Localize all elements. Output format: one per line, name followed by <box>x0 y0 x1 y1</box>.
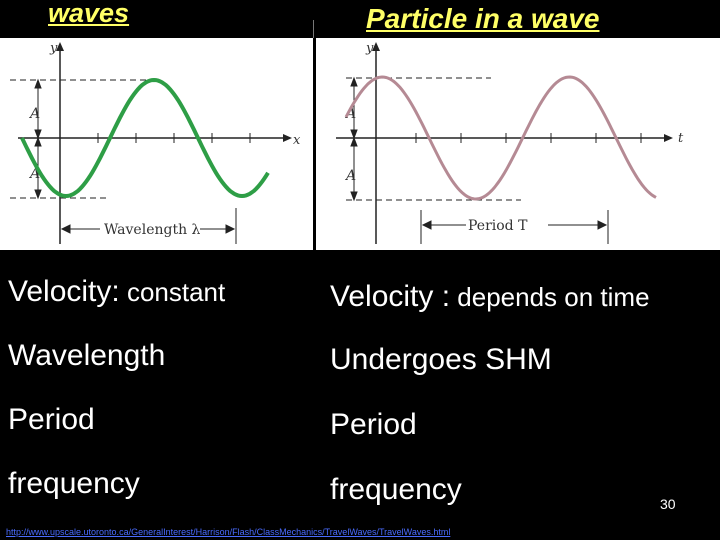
row-right-velocity <box>330 279 650 315</box>
source-link[interactable]: http://www.upscale.utoronto.ca/GeneralInterest/Harrison/Flash/ClassMechanics/TravelWaves/TravelWaves.html <box>6 527 451 537</box>
wavelength-label: Wavelength λ <box>104 222 201 238</box>
x-axis-label: x <box>293 133 301 148</box>
row-right-period: Period <box>330 408 417 441</box>
row-left-frequency: frequency <box>8 467 140 500</box>
y-axis-label: y <box>366 41 374 56</box>
waves-title: waves <box>48 0 130 28</box>
amplitude-top-label: A <box>30 106 41 122</box>
particle-figure <box>316 38 720 250</box>
row-left-wavelength: Wavelength <box>8 339 166 372</box>
wave-figure <box>0 38 313 250</box>
row-left-velocity <box>8 274 225 310</box>
row-left-period: Period <box>8 403 95 436</box>
amplitude-bottom-label: A <box>30 166 41 182</box>
slide-number: 30 <box>660 496 676 512</box>
row-right-shm: Undergoes SHM <box>330 343 552 376</box>
period-label: Period T <box>468 218 528 234</box>
row-right-frequency: frequency <box>330 473 462 506</box>
amplitude-bottom-label: A <box>346 168 357 184</box>
row-right-velocity-detail: depends on time <box>450 282 650 312</box>
particle-title: Particle in a wave <box>366 3 600 34</box>
row-left-velocity-detail: constant <box>119 277 226 307</box>
amplitude-top-label: A <box>346 106 357 122</box>
row-left-velocity-main: Velocity: <box>8 275 120 308</box>
t-axis-label: t <box>678 131 684 146</box>
row-right-velocity-main: Velocity : <box>330 280 451 313</box>
y-axis-label: y <box>50 41 58 56</box>
divider-line <box>313 20 314 38</box>
